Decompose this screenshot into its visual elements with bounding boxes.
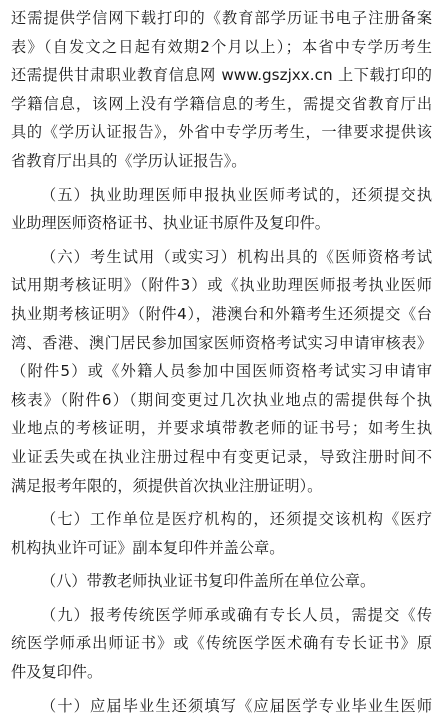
text-line: （六）考生试用（或实习）机构出具的《医师资格考试 <box>41 247 432 266</box>
text-line: （五）执业助理医师申报执业医师考试的，还须提交执 <box>41 185 432 204</box>
text-line: 还需提供学信网下载打印的《教育部学历证书电子注册备案 <box>11 9 432 27</box>
text-line: 省教育厅出具的《学历认证报告》。 <box>11 151 247 170</box>
text-line: 学籍信息，该网上没有学籍信息的考生，需提交省教育厅出 <box>11 94 432 113</box>
text-line: 件及复印件。 <box>11 663 103 682</box>
text-line: 业助理医师资格证书、执业证书原件及复印件。 <box>11 214 330 233</box>
paragraph-item-7 <box>11 505 432 562</box>
text-line: 表》（自发文之日起有效期2个月以上）；本省中专学历考生 <box>11 37 432 56</box>
paragraph-item-5 <box>11 181 432 238</box>
text-line: （八）带教老师执业证书复印件盖所在单位公章。 <box>41 572 376 591</box>
text-line: 业地点的考核证明，并要求填带教老师的证书号；如考生执 <box>11 419 432 438</box>
text-line: 机构执业许可证》副本复印件并盖公章。 <box>11 538 285 557</box>
text-line: （九）报考传统医学师承或确有专长人员，需提交《传 <box>41 605 432 624</box>
paragraph-education-certificates <box>11 4 432 176</box>
text-line: 业证丢失或在执业注册过程中有变更记录，导致注册时间不 <box>11 447 432 466</box>
paragraph-item-6 <box>11 243 432 500</box>
paragraph-item-8 <box>11 567 432 596</box>
text-line: （附件5）或《外籍人员参加中国医师资格考试实习申请审 <box>11 362 432 381</box>
text-line: 满足报考年限的，须提供首次执业注册证明）。 <box>11 476 323 495</box>
text-line: 还需提供甘肃职业教育信息网 www.gszjxx.cn 上下载打印的 <box>11 66 432 85</box>
text-line: 执业期考核证明》（附件4），港澳台和外籍考生还须提交《台 <box>11 304 432 323</box>
text-line: 试用期考核证明》（附件3）或《执业助理医师报考执业医师 <box>11 276 432 295</box>
text-line: （七）工作单位是医疗机构的，还须提交该机构《医疗 <box>41 510 432 529</box>
text-line: 湾、香港、澳门居民参加国家医师资格考试实习申请审核表》 <box>11 333 432 352</box>
text-line: （十）应届毕业生还须填写《应届医学专业毕业生医师 <box>41 696 432 715</box>
paragraph-item-9 <box>11 601 432 687</box>
text-line: 统医学师承出师证书》或《传统医学医术确有专长证书》原 <box>11 634 432 653</box>
paragraph-item-10 <box>11 692 432 720</box>
text-line: 核表》（附件6）（期间变更过几次执业地点的需提供每个执 <box>11 390 432 409</box>
text-line: 具的《学历认证报告》，外省中专学历考生，一律要求提供该 <box>11 123 432 142</box>
